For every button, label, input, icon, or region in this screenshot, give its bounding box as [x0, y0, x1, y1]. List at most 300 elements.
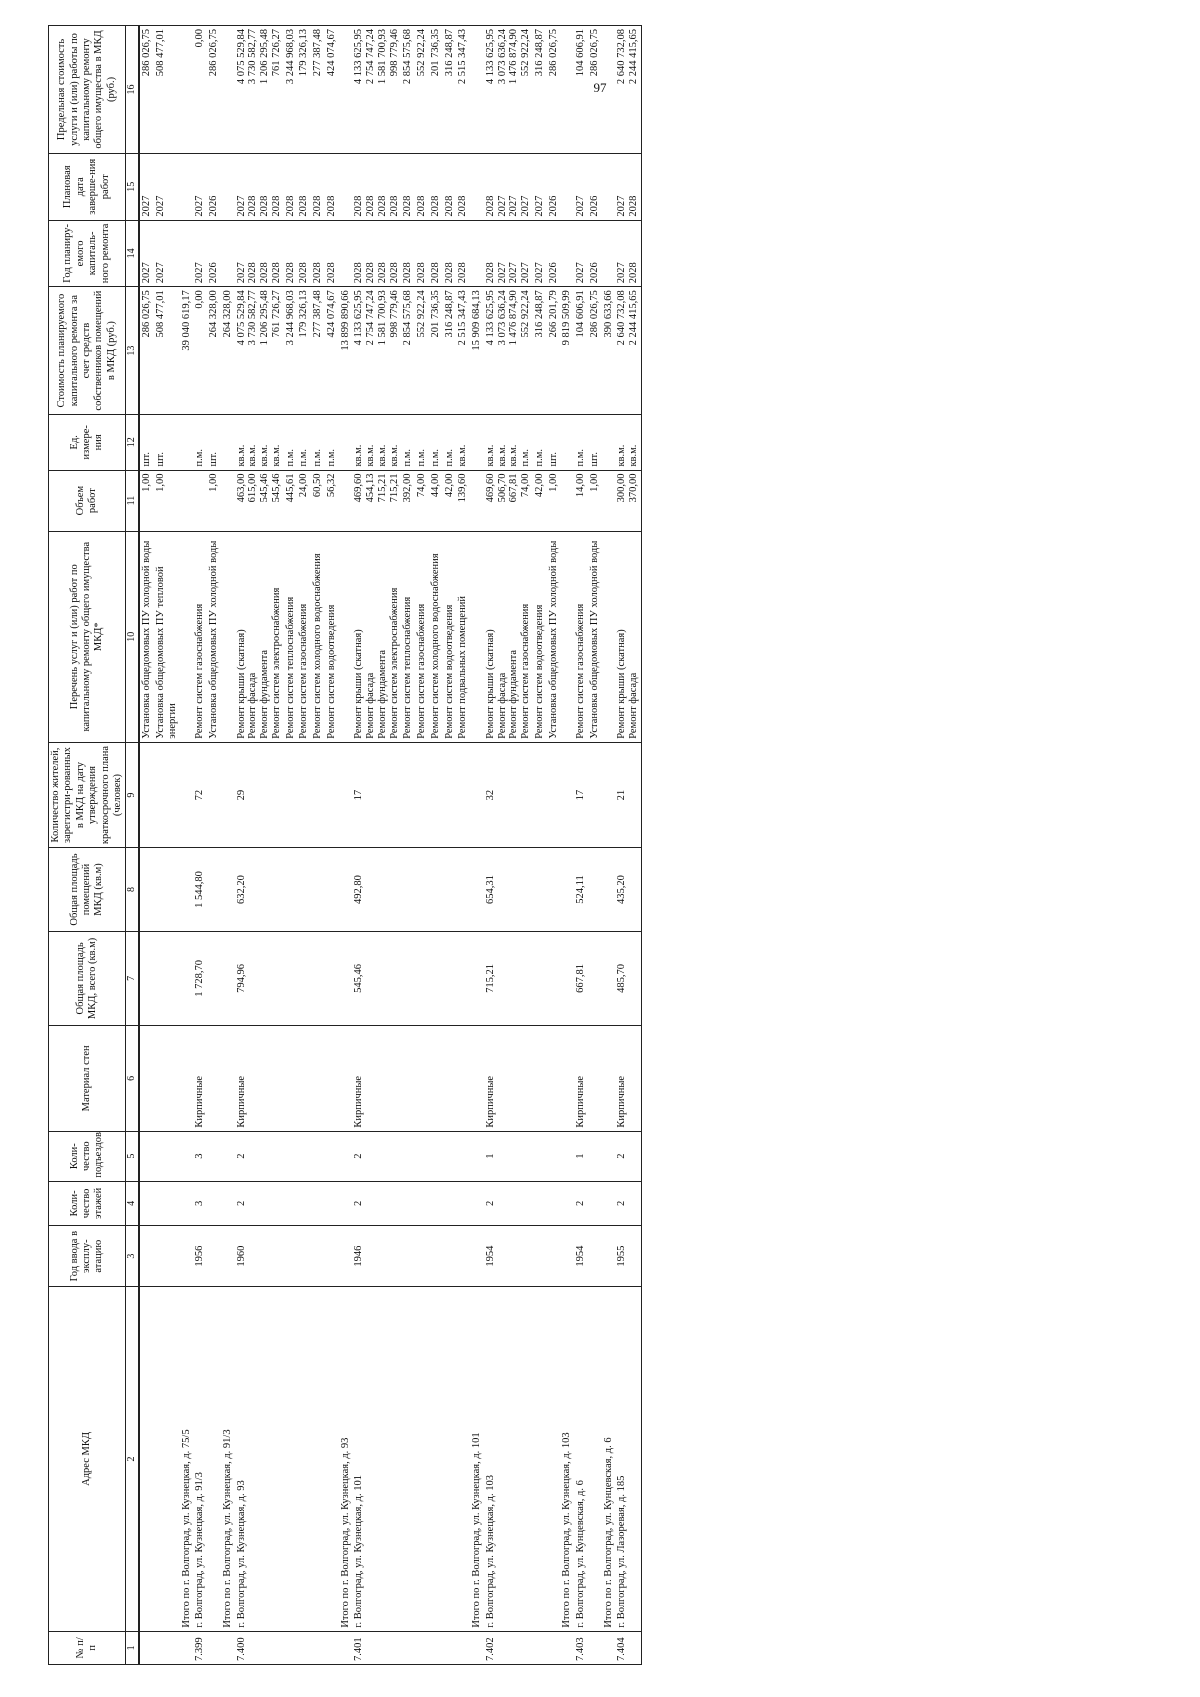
empty-cell	[470, 531, 484, 742]
empty-cell	[207, 1131, 221, 1181]
planned-date-item: 2026	[588, 195, 600, 217]
total-cost: 9 819 509,99	[560, 287, 574, 415]
empty-cell	[415, 1181, 429, 1225]
work-row	[297, 26, 311, 1665]
header-cell: Ед. измере-ния	[49, 415, 126, 471]
empty-cell	[415, 1131, 429, 1181]
planned-date-item: 2026	[208, 195, 219, 217]
works-cell	[284, 531, 298, 742]
works-cell	[193, 531, 207, 742]
work-row	[429, 26, 443, 1665]
unit-item: п.м.	[312, 449, 323, 467]
planned-date-item: 2027	[508, 195, 520, 217]
column-number: 4	[126, 1181, 140, 1225]
empty-cell	[443, 1181, 457, 1225]
empty-cell	[221, 1131, 235, 1181]
unit-item: шт.	[141, 452, 153, 467]
wall-material: Кирпичные	[484, 1026, 533, 1132]
unit-cell	[429, 415, 443, 471]
planned-date-item: 2027	[616, 195, 628, 217]
entrances-count: 2	[615, 1131, 641, 1181]
repair-year-cell	[588, 220, 602, 287]
build-year: 1954	[574, 1226, 588, 1287]
repair-year-cell	[484, 220, 533, 287]
limit-cost-item: 1 476 874,90	[508, 29, 520, 85]
repair-year-item: 2028	[365, 262, 376, 284]
unit-cell	[547, 415, 561, 471]
volume-cell	[297, 470, 311, 531]
volume-cell	[574, 470, 588, 531]
work-row	[139, 26, 154, 1665]
empty-cell	[456, 1131, 470, 1181]
empty-cell	[415, 1226, 429, 1287]
planned-date-item: 2028	[247, 195, 259, 217]
empty-cell	[154, 1131, 180, 1181]
empty-cell	[560, 1026, 574, 1132]
empty-cell	[325, 931, 339, 1025]
work-item: Ремонт систем водоотведения	[325, 604, 337, 739]
empty-cell	[588, 1226, 602, 1287]
volume-cell	[352, 470, 401, 531]
work-item: Ремонт крыши (скатная)	[484, 629, 496, 739]
empty-cell	[533, 1631, 547, 1664]
unit-item: п.м.	[520, 449, 531, 467]
empty-cell	[560, 1181, 574, 1225]
cost-cell	[352, 287, 401, 415]
empty-cell	[207, 931, 221, 1025]
limit-cost-cell	[193, 26, 207, 154]
empty-cell	[339, 1226, 353, 1287]
cost-item: 104 606,91	[575, 290, 586, 338]
unit-item: п.м.	[284, 449, 296, 467]
cost-cell	[588, 287, 602, 415]
limit-cost-cell	[139, 26, 154, 154]
cost-item: 2 640 732,08	[616, 290, 628, 346]
unit-item: п.м.	[575, 449, 586, 467]
limit-cost-item: 2 754 747,24	[365, 29, 376, 85]
empty-cell	[401, 1631, 415, 1664]
repair-year-item: 2028	[312, 262, 323, 284]
work-item: Ремонт фасада	[365, 672, 376, 739]
works-cell	[154, 531, 180, 742]
works-cell	[297, 531, 311, 742]
repair-year-cell	[401, 220, 415, 287]
empty-cell	[401, 1287, 415, 1631]
planned-date-item: 2028	[365, 195, 376, 217]
works-cell	[615, 531, 641, 742]
cost-item: 2 754 747,24	[365, 290, 376, 346]
repair-year-cell	[547, 220, 561, 287]
limit-cost-cell	[588, 26, 602, 154]
empty-cell	[470, 153, 484, 220]
unit-cell	[615, 415, 641, 471]
limit-cost-cell	[415, 26, 429, 154]
floors-count: 2	[574, 1181, 588, 1225]
unit-item: шт.	[547, 452, 559, 467]
empty-cell	[180, 220, 194, 287]
floors-count: 2	[235, 1181, 284, 1225]
work-item: Ремонт систем холодного водоснабжения	[312, 553, 323, 739]
empty-cell	[602, 153, 616, 220]
cost-item: 3 244 968,03	[284, 290, 296, 346]
work-row	[154, 26, 180, 1665]
limit-cost-item: 3 244 968,03	[284, 29, 296, 85]
limit-cost-cell	[484, 26, 533, 154]
repair-year-cell	[154, 220, 180, 287]
volume-cell	[443, 470, 457, 531]
limit-cost-item: 998 779,46	[388, 29, 400, 77]
work-item: Установка общедомовых ПУ холодной воды	[141, 540, 153, 739]
empty-cell	[456, 742, 470, 848]
row-number: 7.399	[193, 1631, 207, 1664]
volume-item: 370,00	[628, 473, 639, 503]
wall-material: Кирпичные	[574, 1026, 588, 1132]
repair-year-cell	[533, 220, 547, 287]
unit-cell	[533, 415, 547, 471]
limit-cost-cell	[207, 26, 221, 154]
house-row	[235, 26, 284, 1665]
cost-cell	[401, 287, 415, 415]
empty-cell	[415, 742, 429, 848]
empty-cell	[284, 1226, 298, 1287]
cost-cell	[547, 287, 561, 415]
cost-cell	[325, 287, 339, 415]
unit-cell	[297, 415, 311, 471]
works-cell	[484, 531, 533, 742]
work-item: Ремонт систем электроснабжения	[270, 587, 282, 739]
empty-cell	[221, 1181, 235, 1225]
residents-count: 29	[235, 742, 284, 848]
empty-cell	[588, 1131, 602, 1181]
limit-cost-item: 0,00	[194, 29, 206, 48]
unit-cell	[311, 415, 325, 471]
empty-cell	[560, 848, 574, 931]
empty-cell	[533, 742, 547, 848]
house-row	[193, 26, 207, 1665]
total-row	[470, 26, 484, 1665]
volume-cell	[139, 470, 154, 531]
empty-cell	[401, 931, 415, 1025]
empty-cell	[221, 153, 235, 220]
works-cell	[139, 531, 154, 742]
repair-year-cell	[574, 220, 588, 287]
planned-date-cell	[297, 153, 311, 220]
empty-cell	[560, 153, 574, 220]
house-address: г. Волгоград, ул. Лазоревая, д. 185	[615, 1287, 641, 1631]
empty-cell	[401, 1131, 415, 1181]
limit-cost-item: 201 736,35	[429, 29, 441, 77]
volume-item: 445,61	[284, 473, 296, 503]
empty-cell	[560, 531, 574, 742]
empty-cell	[284, 1631, 298, 1664]
repair-year-cell	[429, 220, 443, 287]
wall-material: Кирпичные	[615, 1026, 641, 1132]
empty-cell	[401, 742, 415, 848]
empty-cell	[560, 26, 574, 154]
empty-cell	[415, 931, 429, 1025]
volume-cell	[325, 470, 339, 531]
work-item: Ремонт крыши (скатная)	[235, 629, 247, 739]
volume-item: 506,70	[496, 473, 508, 503]
empty-cell	[401, 848, 415, 931]
work-item: Ремонт систем газоснабжения	[416, 603, 427, 739]
house-row	[615, 26, 641, 1665]
empty-cell	[311, 1287, 325, 1631]
empty-cell	[470, 220, 484, 287]
unit-cell	[588, 415, 602, 471]
repair-year-cell	[207, 220, 221, 287]
cost-item: 2 244 415,65	[628, 290, 639, 346]
cost-item: 201 736,35	[429, 290, 441, 338]
empty-cell	[180, 1181, 194, 1225]
volume-item: 545,46	[259, 473, 270, 503]
repair-year-cell	[297, 220, 311, 287]
volume-item: 454,13	[365, 473, 376, 503]
header-cell: Перечень услуг и (или) работ по капитальному ремонту общего имущества МКД*	[49, 531, 126, 742]
empty-cell	[339, 470, 353, 531]
empty-cell	[547, 848, 561, 931]
empty-cell	[180, 931, 194, 1025]
header-cell: Общая площадь помещений МКД (кв.м)	[49, 848, 126, 931]
limit-cost-cell	[456, 26, 470, 154]
house-row	[574, 26, 588, 1665]
cost-item: 277 387,48	[312, 290, 323, 338]
empty-cell	[221, 470, 235, 531]
unit-item: п.м.	[325, 449, 337, 467]
empty-cell	[297, 1181, 311, 1225]
limit-cost-item: 2 854 575,68	[402, 29, 414, 85]
limit-cost-cell	[443, 26, 457, 154]
unit-cell	[139, 415, 154, 471]
repair-year-item: 2028	[259, 262, 270, 284]
house-row	[352, 26, 401, 1665]
empty-cell	[588, 848, 602, 931]
empty-cell	[297, 848, 311, 931]
empty-cell	[429, 1131, 443, 1181]
unit-cell	[207, 415, 221, 471]
empty-cell	[139, 742, 154, 848]
limit-cost-item: 286 026,75	[208, 29, 219, 77]
house-address: г. Волгоград, ул. Кунцевская, д. 6	[574, 1287, 588, 1631]
empty-cell	[284, 1131, 298, 1181]
work-row	[547, 26, 561, 1665]
planned-date-item: 2027	[194, 195, 206, 217]
cost-item: 286 026,75	[141, 290, 153, 338]
column-number: 16	[126, 26, 140, 154]
work-item: Ремонт систем газоснабжения	[520, 603, 531, 739]
header-cell: Предельная стоимость услуги и (или) работы по капитальному ремонту общего имущества в МКД (руб.)	[49, 26, 126, 154]
work-row	[325, 26, 339, 1665]
volume-item: 42,00	[533, 473, 545, 498]
residents-count: 72	[193, 742, 207, 848]
entrances-count: 1	[574, 1131, 588, 1181]
work-item: Ремонт фасада	[496, 672, 508, 739]
empty-cell	[443, 1226, 457, 1287]
unit-item: кв.м.	[259, 444, 270, 467]
empty-cell	[154, 1226, 180, 1287]
works-cell	[235, 531, 284, 742]
house-row	[484, 26, 533, 1665]
planned-date-item: 2028	[628, 195, 639, 217]
repair-year-item: 2027	[616, 262, 628, 284]
limit-cost-item: 3 730 582,77	[247, 29, 259, 85]
planned-date-cell	[547, 153, 561, 220]
work-row	[311, 26, 325, 1665]
cost-item: 4 133 625,95	[353, 290, 365, 346]
empty-cell	[339, 220, 353, 287]
cost-item: 3 073 636,24	[496, 290, 508, 346]
empty-cell	[339, 742, 353, 848]
empty-cell	[207, 1226, 221, 1287]
empty-cell	[339, 26, 353, 154]
cost-cell	[193, 287, 207, 415]
limit-cost-cell	[401, 26, 415, 154]
rooms-area: 435,20	[615, 848, 641, 931]
limit-cost-cell	[429, 26, 443, 154]
empty-cell	[180, 153, 194, 220]
build-year: 1960	[235, 1226, 284, 1287]
planned-date-cell	[154, 153, 180, 220]
repair-year-item: 2028	[484, 262, 496, 284]
planned-date-item: 2028	[325, 195, 337, 217]
row-number: 7.401	[352, 1631, 401, 1664]
empty-cell	[339, 1181, 353, 1225]
cost-cell	[139, 287, 154, 415]
planned-date-cell	[443, 153, 457, 220]
limit-cost-cell	[547, 26, 561, 154]
repair-year-item: 2028	[416, 262, 427, 284]
row-number	[470, 1631, 484, 1664]
work-row	[443, 26, 457, 1665]
empty-cell	[139, 1226, 154, 1287]
work-item: Установка общедомовых ПУ тепловой энергии	[155, 566, 178, 739]
unit-item: шт.	[155, 452, 166, 467]
unit-item: п.м.	[443, 449, 455, 467]
empty-cell	[602, 931, 616, 1025]
work-row	[284, 26, 298, 1665]
empty-cell	[443, 1026, 457, 1132]
wall-material: Кирпичные	[193, 1026, 207, 1132]
planned-date-cell	[235, 153, 284, 220]
residents-count: 17	[574, 742, 588, 848]
planned-date-cell	[484, 153, 533, 220]
empty-cell	[339, 1131, 353, 1181]
volume-item: 1,00	[141, 473, 153, 492]
empty-cell	[456, 848, 470, 931]
empty-cell	[339, 848, 353, 931]
unit-item: кв.м.	[376, 444, 388, 467]
empty-cell	[602, 1131, 616, 1181]
works-cell	[456, 531, 470, 742]
unit-cell	[325, 415, 339, 471]
build-year: 1954	[484, 1226, 533, 1287]
planned-date-cell	[533, 153, 547, 220]
volume-item: 60,50	[312, 473, 323, 498]
column-number: 7	[126, 931, 140, 1025]
repair-year-item: 2027	[496, 262, 508, 284]
repair-year-item: 2027	[575, 262, 586, 284]
empty-cell	[456, 1181, 470, 1225]
volume-item: 139,60	[457, 473, 469, 503]
planned-date-cell	[352, 153, 401, 220]
empty-cell	[602, 415, 616, 471]
empty-cell	[602, 848, 616, 931]
empty-cell	[325, 1226, 339, 1287]
total-label: Итого по г. Волгоград, ул. Кузнецкая, д. 75/5	[180, 1287, 194, 1631]
empty-cell	[221, 220, 235, 287]
empty-cell	[429, 1026, 443, 1132]
empty-cell	[311, 1026, 325, 1132]
repair-year-item: 2028	[247, 262, 259, 284]
volume-item: 74,00	[416, 473, 427, 498]
repair-year-item: 2028	[388, 262, 400, 284]
unit-item: п.м.	[402, 449, 414, 467]
cost-item: 316 248,87	[533, 290, 545, 338]
column-number: 14	[126, 220, 140, 287]
volume-cell	[588, 470, 602, 531]
empty-cell	[339, 415, 353, 471]
cost-cell	[533, 287, 547, 415]
unit-cell	[401, 415, 415, 471]
empty-cell	[311, 742, 325, 848]
header-cell: Материал стен	[49, 1026, 126, 1132]
cost-cell	[235, 287, 284, 415]
empty-cell	[429, 1287, 443, 1631]
empty-cell	[588, 742, 602, 848]
empty-cell	[470, 1131, 484, 1181]
house-address: г. Волгоград, ул. Кузнецкая, д. 101	[352, 1287, 401, 1631]
row-number	[221, 1631, 235, 1664]
unit-item: кв.м.	[496, 444, 508, 467]
planned-date-cell	[429, 153, 443, 220]
unit-item: кв.м.	[365, 444, 376, 467]
limit-cost-item: 761 726,27	[270, 29, 282, 77]
works-cell	[533, 531, 547, 742]
works-cell	[429, 531, 443, 742]
floors-count: 2	[484, 1181, 533, 1225]
repair-year-item: 2028	[298, 262, 310, 284]
empty-cell	[139, 1131, 154, 1181]
volume-item: 469,60	[353, 473, 365, 503]
cost-cell	[154, 287, 180, 415]
unit-cell	[284, 415, 298, 471]
row-number: 7.402	[484, 1631, 533, 1664]
total-row	[560, 26, 574, 1665]
works-cell	[352, 531, 401, 742]
total-area: 545,46	[352, 931, 401, 1025]
row-number	[602, 1631, 616, 1664]
empty-cell	[547, 1287, 561, 1631]
planned-date-item: 2028	[388, 195, 400, 217]
volume-cell	[235, 470, 284, 531]
repair-year-cell	[235, 220, 284, 287]
cost-item: 761 726,27	[270, 290, 282, 338]
work-item: Ремонт систем холодного водоснабжения	[429, 553, 441, 739]
cost-item: 286 026,75	[588, 290, 600, 338]
row-number: 7.403	[574, 1631, 588, 1664]
empty-cell	[443, 848, 457, 931]
total-label: Итого по г. Волгоград, ул. Кузнецкая, д. 101	[470, 1287, 484, 1631]
column-number: 10	[126, 531, 140, 742]
empty-cell	[207, 1181, 221, 1225]
cost-item: 4 075 529,84	[235, 290, 247, 346]
works-cell	[311, 531, 325, 742]
work-item: Ремонт систем газоснабжения	[194, 603, 206, 739]
unit-item: кв.м.	[616, 444, 628, 467]
repair-year-item: 2028	[353, 262, 365, 284]
volume-cell	[401, 470, 415, 531]
empty-cell	[602, 220, 616, 287]
